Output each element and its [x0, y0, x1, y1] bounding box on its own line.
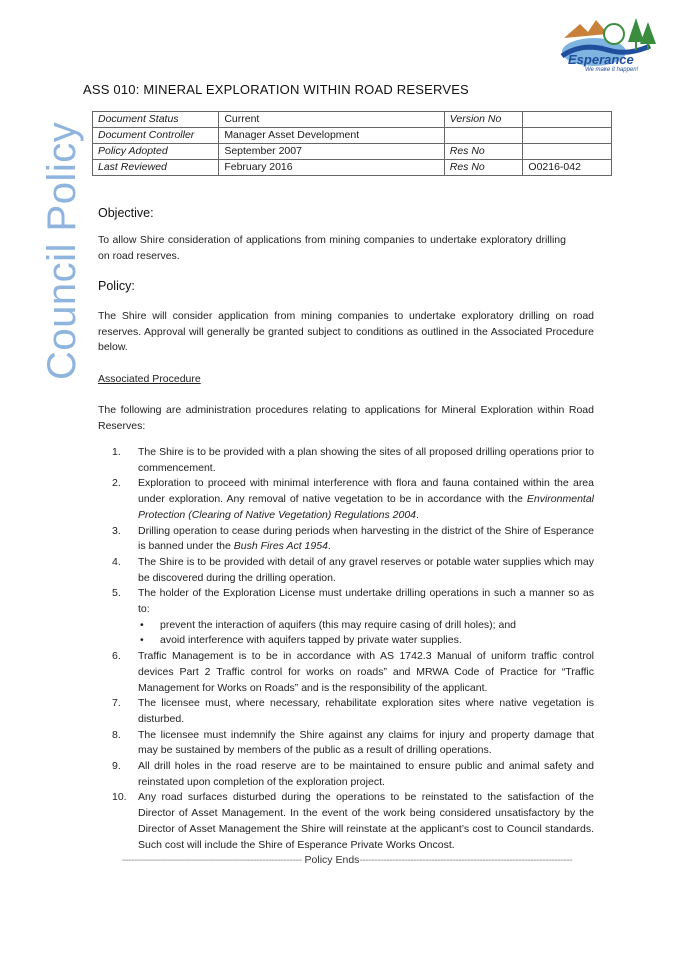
trunk-shape: [635, 42, 637, 50]
table-cell: Policy Adopted: [93, 144, 219, 160]
bullet-item: • avoid interference with aquifers tapped by private water supplies.: [138, 633, 594, 649]
logo-shire-text: Shire of: [582, 46, 603, 52]
document-title: ASS 010: MINERAL EXPLORATION WITHIN ROAD RESERVES: [83, 82, 469, 97]
logo-name: Esperance: [568, 52, 634, 67]
table-cell: O0216-042: [523, 160, 612, 176]
list-item: 10. Any road surfaces disturbed during the operations to be reinstated to the satisfaction of the Director of Asset Management. In the event of the work being considered unsatisfactory by the Director of Asset Management the Shire will reinstate at the applicant’s cost to Council standards. Such cost will include the Shire of Esperance Private Works Oncost.: [112, 791, 594, 851]
divider-line: ------------------------------------------------------------: [121, 854, 302, 866]
table-cell: [523, 112, 612, 128]
list-item: 6. Traffic Management is to be in accordance with AS 1742.3 Manual of uniform traffic control devices Part 2 Traffic control for works on roads” and MRWA Code of Practice for “Traffic Management for Works on Roads” and is the responsibility of the applicant.: [112, 650, 594, 694]
table-cell: Res No: [444, 160, 523, 176]
table-cell: Version No: [444, 112, 523, 128]
procedure-heading: Associated Procedure: [98, 373, 201, 385]
table-cell: September 2007: [219, 144, 444, 160]
table-row: [93, 112, 612, 128]
table-cell: [444, 128, 523, 144]
table-row: [93, 144, 612, 160]
list-item: 4. The Shire is to be provided with detail of any gravel reserves or potable water supplies which may be discovered during the drilling operation.: [112, 555, 594, 584]
table-cell: Document Controller: [93, 128, 219, 144]
list-item: 3. Drilling operation to cease during periods when harvesting in the district of the Shire of Esperance is banned under the Bush Fires Act 1954.: [112, 524, 594, 553]
list-item: 2. Exploration to proceed with minimal interference with flora and fauna contained within the area under exploration. Any removal of native vegetation to be in accordance with the Environmental Protection (Clearing of Native Vegetation) Regulations 2004.: [112, 477, 594, 521]
procedure-intro: The following are administration procedures relating to applications for Mineral Exploration within Road Reserves:: [98, 404, 594, 432]
table-cell: Document Status: [93, 112, 219, 128]
procedure-list: [100, 445, 594, 853]
document-info-table: [92, 111, 612, 176]
table-cell: Current: [219, 112, 444, 128]
table-cell: Manager Asset Development: [219, 128, 444, 144]
bullet-list: [138, 618, 594, 649]
list-item: 1. The Shire is to be provided with a plan showing the sites of all proposed drilling operations prior to commencement.: [112, 446, 594, 474]
objective-text: To allow Shire consideration of applications from mining companies to undertake exploratory drilling on road reserves.: [98, 234, 566, 262]
objective-heading: Objective:: [98, 206, 154, 220]
bullet-icon: •: [140, 634, 144, 647]
divider-line: -----------------------------------------------------------------------: [359, 854, 573, 866]
mountain-shape: [564, 20, 608, 38]
policy-heading: Policy:: [98, 279, 135, 293]
tree-icon: [640, 22, 656, 44]
table-row: [93, 128, 612, 144]
policy-ends-label: Policy Ends: [304, 854, 360, 866]
table-row: [93, 160, 612, 176]
table-cell: Last Reviewed: [93, 160, 219, 176]
table-cell: February 2016: [219, 160, 444, 176]
list-item: 5. The holder of the Exploration License must undertake drilling operations in such a manner so as to: • prevent the interaction of aquifers (this may require casing of drill holes); and • avoid interference with aquifers tapped by private water supplies.: [100, 586, 594, 649]
tree-icon: [628, 18, 644, 42]
trunk-shape: [647, 44, 649, 50]
bullet-icon: •: [140, 618, 144, 631]
table-cell: Res No: [444, 144, 523, 160]
table-cell: [523, 144, 612, 160]
list-item: 9. All drill holes in the road reserve are to be maintained to ensure public and animal safety and reinstated upon completion of the exploration project.: [112, 760, 594, 788]
table-cell: [523, 128, 612, 144]
side-title: Council Policy: [40, 121, 84, 380]
logo-tagline: We make it happen!: [585, 67, 639, 73]
policy-end-marker: [100, 854, 594, 866]
sun-shape: [604, 24, 624, 44]
policy-text: The Shire will consider application from mining companies to undertake exploratory drilling on road reserves. Approval will generally be granted subject to conditions as outlined in the Associated Procedure below.: [98, 310, 594, 354]
list-item: 7. The licensee must, where necessary, rehabilitate exploration sites where native vegetation is disturbed.: [112, 697, 594, 725]
bullet-item: • prevent the interaction of aquifers (this may require casing of drill holes); and: [138, 618, 594, 634]
list-item: 8. The licensee must indemnify the Shire against any claims for injury and property damage that may be sustained by members of the public as a result of drilling operations.: [112, 728, 594, 757]
